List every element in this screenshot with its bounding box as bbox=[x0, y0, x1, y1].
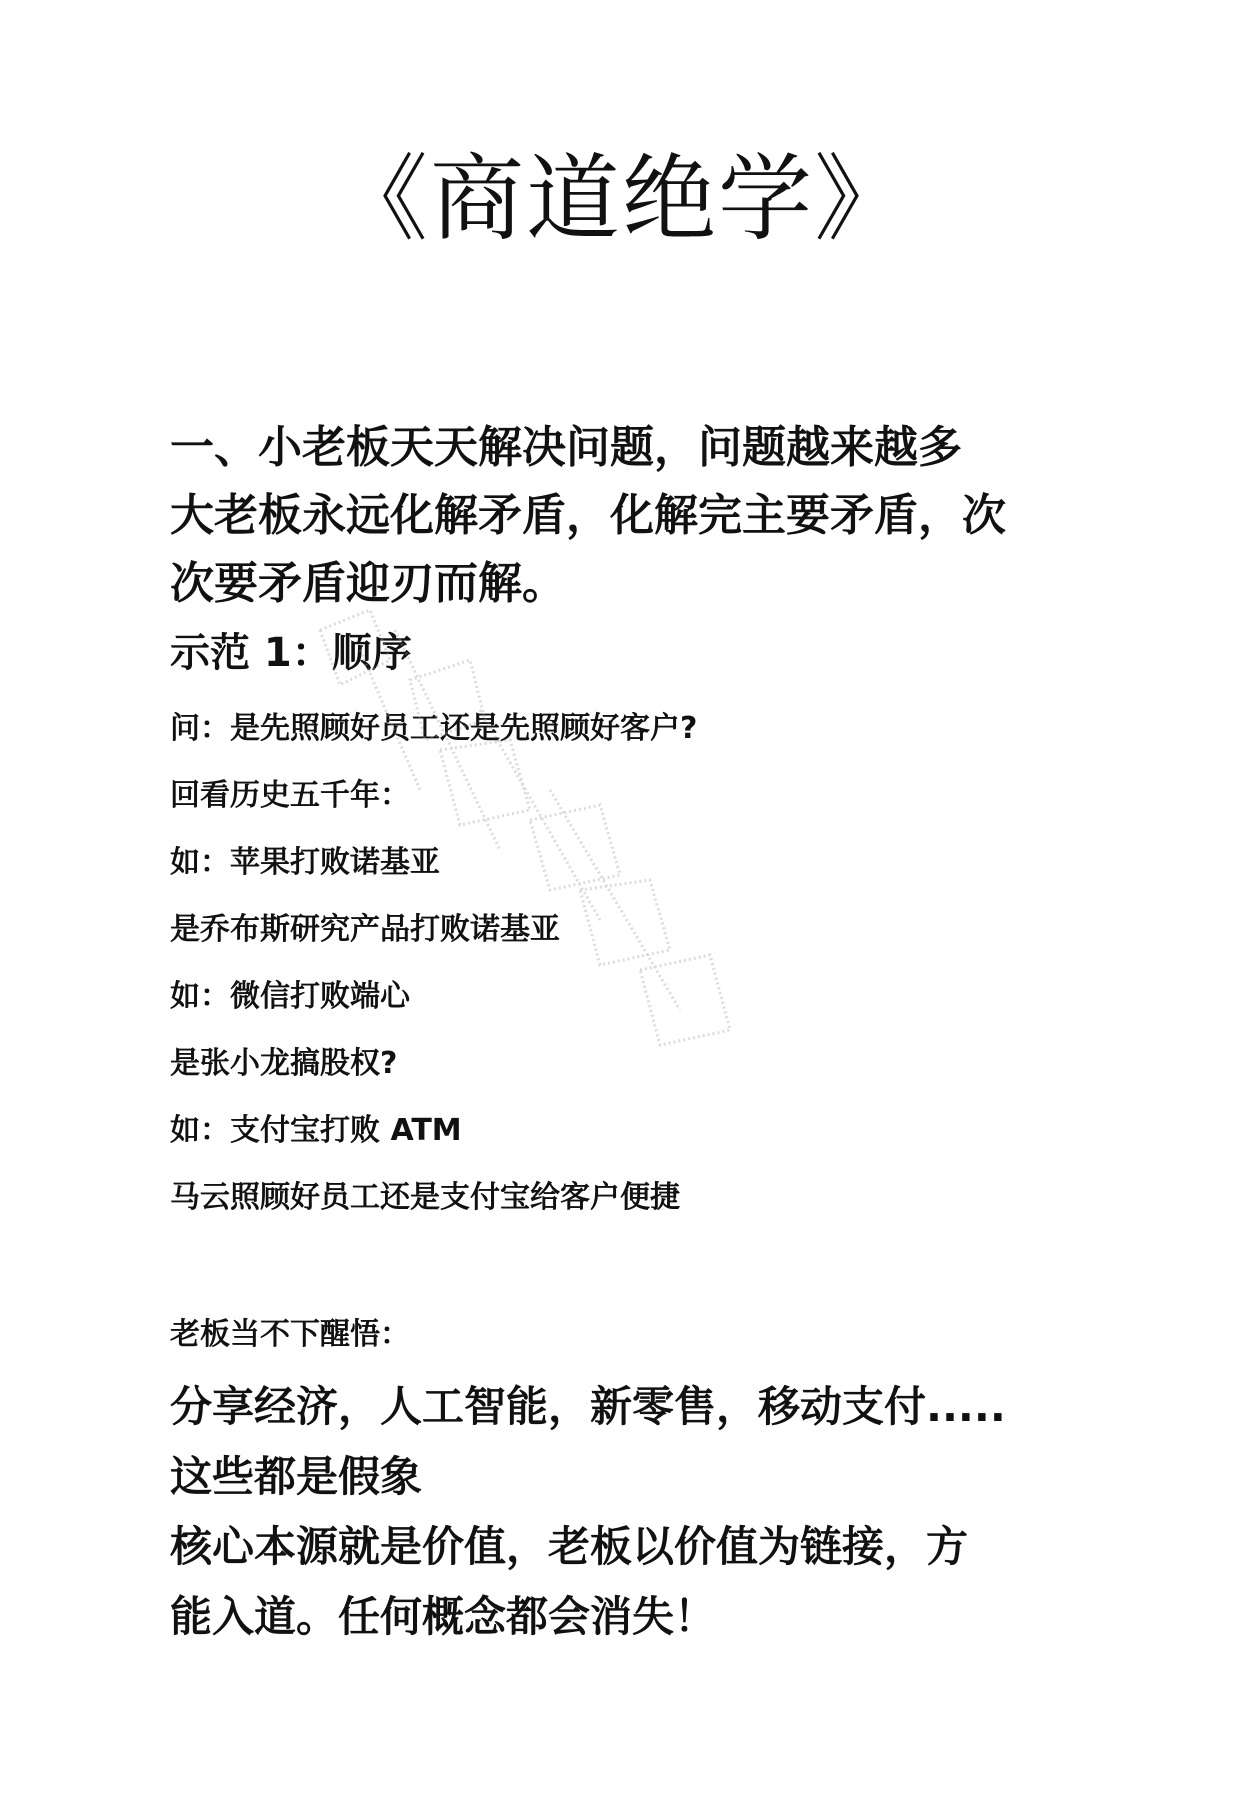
section-heading-line: 一、小老板天天解决问题，问题越来越多 bbox=[170, 422, 962, 473]
section-heading bbox=[170, 414, 1100, 618]
qa-line: 回看历史五千年： bbox=[170, 778, 410, 813]
insight-line: 能入道。任何概念都会消失！ bbox=[170, 1592, 717, 1641]
insight-block bbox=[170, 1372, 1100, 1652]
qa-line: 如：苹果打败诺基亚 bbox=[170, 845, 440, 880]
qa-line: 如：微信打败端心 bbox=[170, 979, 410, 1014]
demo-label: 示范 1：顺序 bbox=[170, 630, 412, 676]
insight-line: 核心本源就是价值，老板以价值为链接，方 bbox=[170, 1522, 969, 1571]
section-heading-line: 次要矛盾迎刃而解。 bbox=[170, 558, 566, 609]
qa-line: 马云照顾好员工还是支付宝给客户便捷 bbox=[170, 1180, 680, 1215]
document-title: 《商道绝学》 bbox=[333, 145, 910, 254]
qa-line: 如：支付宝打败 ATM bbox=[170, 1113, 462, 1148]
insight-line: 这些都是假象 bbox=[170, 1452, 423, 1501]
qa-list bbox=[170, 695, 1100, 1231]
insight-line: 分享经济，人工智能，新零售，移动支付..... bbox=[170, 1382, 1006, 1431]
qa-line: 是乔布斯研究产品打败诺基亚 bbox=[170, 912, 560, 947]
section-heading-line: 大老板永远化解矛盾，化解完主要矛盾，次 bbox=[170, 490, 1006, 541]
qa-line: 是张小龙搞股权? bbox=[170, 1046, 398, 1081]
insight-label: 老板当不下醒悟： bbox=[170, 1317, 410, 1352]
qa-line: 问：是先照顾好员工还是先照顾好客户? bbox=[170, 711, 698, 746]
